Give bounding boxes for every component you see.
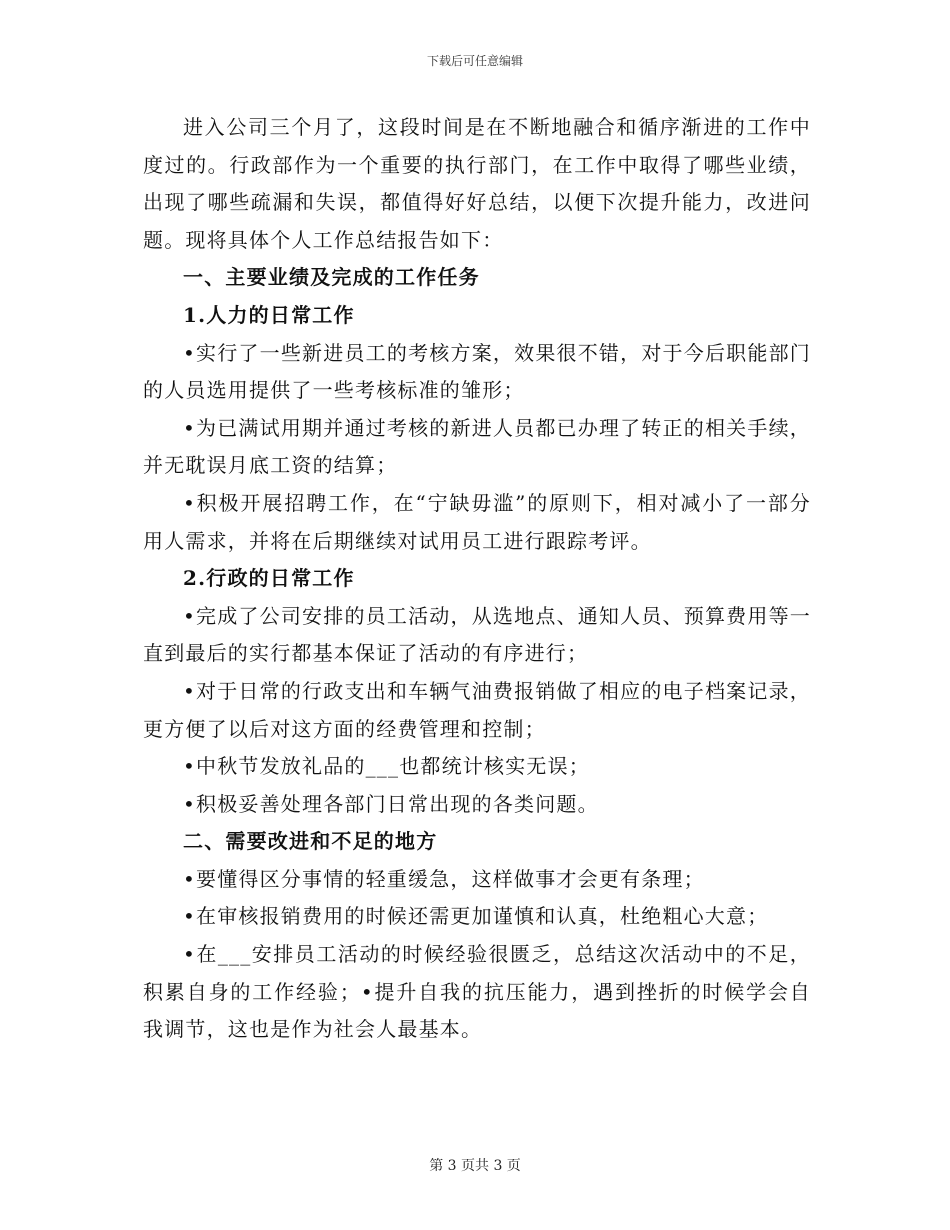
improvement-item-3: •在___安排员工活动的时候经验很匮乏，总结这次活动中的不足，积累自身的工作经验；•提升自我的抗压能力，遇到挫折的时候学会自我调节，这也是作为社会人最基本。 [143, 942, 811, 1042]
improvement-item-2: •在审核报销费用的时候还需更加谨慎和认真，杜绝粗心大意； [183, 904, 769, 929]
admin-item-4: •积极妥善处理各部门日常出现的各类问题。 [183, 791, 599, 816]
improvement-item-1: •要懂得区分事情的轻重缓急，这样做事才会更有条理； [183, 866, 705, 891]
hr-item-1: •实行了一些新进员工的考核方案，效果很不错，对于今后职能部门的人员选用提供了一些考核标准的雏形； [143, 340, 811, 403]
page-header: 下载后可任意编辑 [426, 54, 523, 68]
subsection-heading-hr: 1.人力的日常工作 [183, 302, 355, 327]
admin-item-2: •对于日常的行政支出和车辆气油费报销做了相应的电子档案记录，更方便了以后对这方面的经费管理和控制； [143, 678, 811, 741]
page-number-footer: 第 3 页共 3 页 [429, 1158, 521, 1174]
subsection-heading-admin: 2.行政的日常工作 [183, 566, 355, 591]
hr-item-2: •为已满试用期并通过考核的新进人员都已办理了转正的相关手续，并无耽误月底工资的结算； [143, 415, 811, 478]
section-heading-achievements: 一、主要业绩及完成的工作任务 [183, 265, 480, 290]
section-heading-improvements: 二、需要改进和不足的地方 [183, 829, 438, 854]
admin-item-1: •完成了公司安排的员工活动，从选地点、通知人员、预算费用等一直到最后的实行都基本保证了活动的有序进行； [143, 603, 811, 666]
document-body [143, 109, 811, 1049]
hr-item-3: •积极开展招聘工作，在“宁缺毋滥”的原则下，相对减小了一部分用人需求，并将在后期继续对试用员工进行跟踪考评。 [143, 490, 811, 553]
admin-item-3: •中秋节发放礼品的___也都统计核实无误； [183, 754, 590, 779]
intro-paragraph: 进入公司三个月了，这段时间是在不断地融合和循序渐进的工作中度过的。行政部作为一个重要的执行部门，在工作中取得了哪些业绩，出现了哪些疏漏和失误，都值得好好总结，以便下次提升能力，改进问题。现将具体个人工作总结报告如下： [143, 115, 811, 252]
